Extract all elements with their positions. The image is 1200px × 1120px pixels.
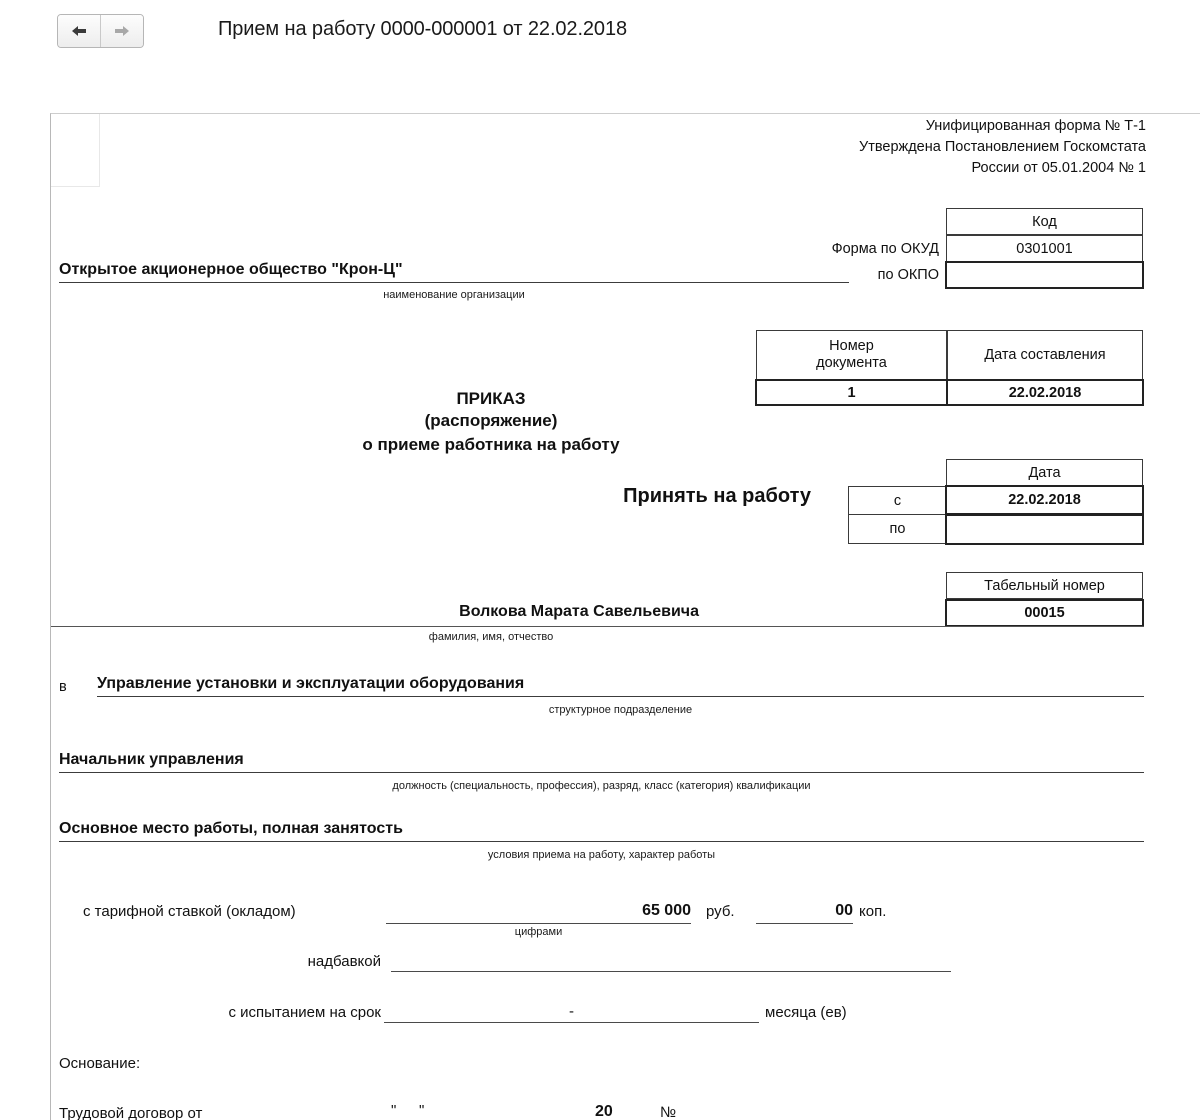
salary-label: с тарифной ставкой (окладом) [83,903,296,920]
contract-label: Трудовой договор от [59,1105,203,1120]
basis-label: Основание: [59,1055,141,1072]
form-header-line-3: России от 05.01.2004 № 1 [971,160,1146,176]
conditions-value: Основное место работы, полная занятость [59,820,1144,842]
okud-value: 0301001 [946,235,1143,262]
window-title: Прием на работу 0000-000001 от 22.02.2018 [218,18,627,40]
hire-label: Принять на работу [623,485,811,507]
organization-caption: наименование организации [383,289,525,301]
probation-unit: месяца (ев) [765,1004,847,1021]
employee-fio-caption: фамилия, имя, отчество [428,631,554,643]
nav-forward-button[interactable] [100,15,143,47]
salary-kop-value: 00 [756,902,853,924]
contract-month-blank [431,1102,591,1120]
hire-from-label: с [848,486,947,515]
contract-year-prefix: 20 [595,1103,613,1120]
salary-rub-value: 65 000 [386,902,691,924]
position-caption: должность (специальность, профессия), разряд, класс (категория) квалификации [392,780,811,792]
probation-label: с испытанием на срок [228,1004,381,1021]
contract-year-blank [621,1102,646,1120]
organization-name: Открытое акционерное общество "Крон-Ц" [59,261,849,283]
arrow-right-icon [112,24,132,38]
contract-quote-close: " [419,1102,425,1119]
bonus-label: надбавкой [307,953,381,970]
order-title-line-2: (распоряжение) [424,411,558,430]
doc-date-header: Дата составления [947,330,1143,380]
probation-value: - [384,1003,759,1023]
doc-number-value: 1 [755,379,948,406]
doc-date-value: 22.02.2018 [946,379,1144,406]
spreadsheet-corner-cell [51,114,100,187]
order-title-line-3: о приеме работника на работу [362,435,620,454]
window-navigation-bar [0,0,1200,60]
employee-fio-rule [51,626,1144,627]
department-caption: структурное подразделение [548,704,693,716]
code-table-header: Код [946,208,1143,235]
order-title-line-1: ПРИКАЗ [456,389,526,408]
okpo-value [945,261,1144,289]
conditions-caption: условия приема на работу, характер работы [487,849,716,861]
okud-label: Форма по ОКУД [831,241,939,257]
department-prefix: в [59,679,67,695]
navigation-button-group [57,14,144,48]
arrow-left-icon [69,24,89,38]
form-header-line-1: Унифицированная форма № Т-1 [925,118,1146,134]
doc-number-header-line1: Номер [829,338,874,354]
nav-back-button[interactable] [58,15,100,47]
document-preview-sheet[interactable] [50,113,1200,1120]
doc-number-header-line2: документа [816,355,887,371]
department-value: Управление установки и эксплуатации оборудования [97,675,1144,697]
salary-kop-unit: коп. [859,903,887,920]
tabnum-header: Табельный номер [946,572,1143,599]
salary-caption: цифрами [514,926,563,938]
hire-from-value: 22.02.2018 [945,485,1144,515]
print-toolbar [0,62,1200,114]
bonus-value [391,952,951,972]
position-value: Начальник управления [59,751,1144,773]
salary-rub-unit: руб. [706,903,735,920]
doc-number-header [756,330,947,380]
hire-to-label: по [848,514,947,544]
contract-quote-open: " [391,1102,397,1119]
employee-fio: Волкова Марата Савельевича [459,603,699,620]
form-header-line-2: Утверждена Постановлением Госкомстата [858,139,1146,155]
hire-date-header: Дата [946,459,1143,486]
tabnum-value: 00015 [945,599,1144,627]
okpo-label: по ОКПО [877,267,939,283]
contract-number-sign: № [660,1104,677,1120]
hire-to-value [945,514,1144,545]
